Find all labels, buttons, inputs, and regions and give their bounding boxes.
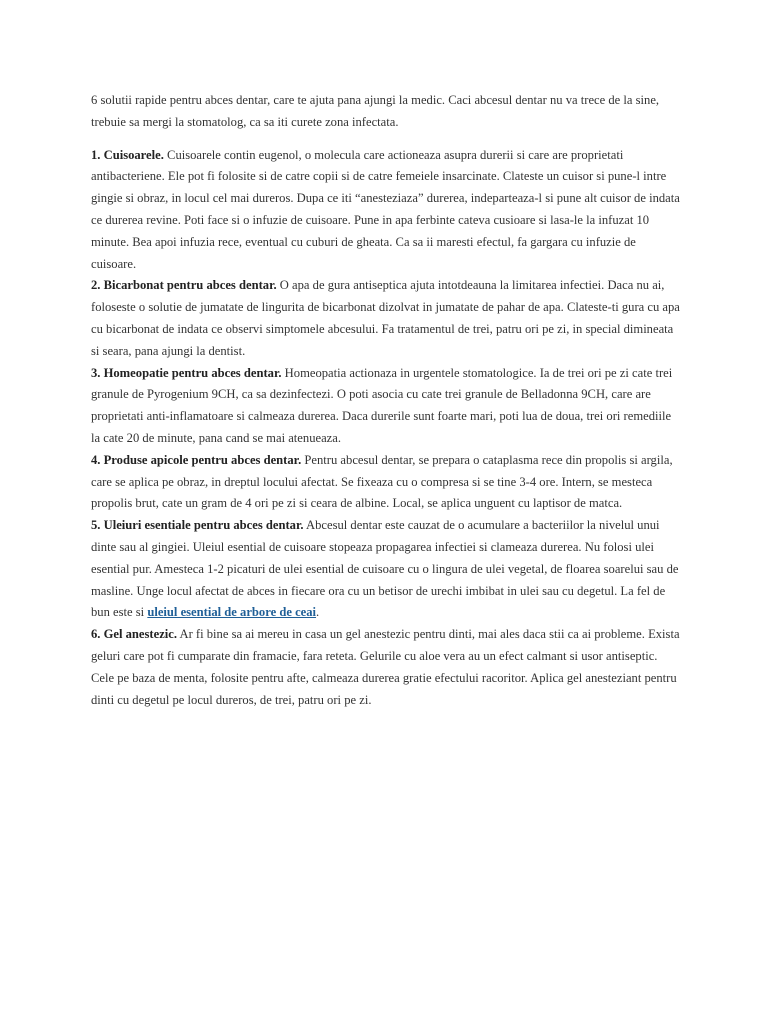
remedy-item-4 [91,450,681,515]
remedy-item-6 [91,624,681,711]
remedy-title: 6. Gel anestezic. [91,627,178,642]
remedy-text-end: . [316,605,320,620]
remedy-title: 2. Bicarbonat pentru abces dentar. [91,278,277,293]
remedy-text: Abcesul dentar este cauzat de o acumulare a bacteriilor la nivelul unui dinte sau al gingiei. Uleiul esential de cuisoare stopeaza propagarea infectiei si clameaza durerea. Nu folosi ulei esential pur. Amesteca 1-2 picaturi de ulei esential de cuisoare cu o lingura de ulei vegetal, de floarea soarelui sau de masline. Unge locul afectat de abces in fiecare ora cu un betisor de urechi imbibat in ulei sau cu degetul. La fel de bun este si [91,518,679,620]
remedy-text: Homeopatia actionaza in urgentele stomatologice. Ia de trei ori pe zi cate trei granule de Pyrogenium 9CH, ca sa dezinfectezi. O poti asocia cu cate trei granule de Belladonna 9CH, care are proprietati anti-inflamatoare si calmeaza durerea. Daca durerile sunt foarte mari, poti lua de doua, trei ori remediile la cate 20 de minute, pana cand se mai atenueaza. [91,365,673,445]
remedy-item-3 [91,363,681,450]
remedy-text: Cuisoarele contin eugenol, o molecula care actioneaza asupra durerii si care are proprietati antibacteriene. Ele pot fi folosite si de catre copii si de catre femeiele insarcinate. Clateste un cuisor si pune-l intre gingie si obraz, in locul cel mai dureros. Dupa ce iti “anesteziaza” durerea, indeparteaza-l si pune alt cuisor de indata ce durerea revine. Poti face si o infuzie de cuisoare. Pune in apa ferbinte cateva cusioare si lasa-le la infuzat 10 minute. Bea apoi infuzia rece, eventual cu cuburi de gheata. Ca sa ii maresti efectul, fa gargara cu infuzie de cuisoare. [91,147,680,271]
remedy-title: 4. Produse apicole pentru abces dentar. [91,452,302,467]
tea-tree-oil-link[interactable]: uleiul esential de arbore de ceai [147,605,317,620]
document-body [91,90,681,711]
remedy-title: 1. Cuisoarele. [91,147,164,162]
intro-paragraph: 6 solutii rapide pentru abces dentar, care te ajuta pana ajungi la medic. Caci abcesul dentar nu va trece de la sine, trebuie sa mergi la stomatolog, ca sa iti curete zona infectata. [91,93,660,129]
remedy-text: O apa de gura antiseptica ajuta intotdeauna la limitarea infectiei. Daca nu ai, foloseste o solutie de jumatate de lingurita de bicarbonat dizolvat in jumatate de pahar de apa. Clateste-ti gura cu apa cu bicarbonat de indata ce observi simptomele abcesului. Fa tratamentul de trei, patru ori pe zi, in special dimineata si seara, pana ajungi la dentist. [91,278,680,358]
remedy-text: Pentru abcesul dentar, se prepara o cataplasma rece din propolis si argila, care se aplica pe obraz, in dreptul locului afectat. Se fixeaza cu o compresa si se tine 3-4 ore. Intern, se mesteca propolis brut, cate un gram de 4 ori pe zi si ceara de albine. Local, se aplica unguent cu laptisor de matca. [91,452,673,511]
remedy-item-2 [91,275,681,362]
remedy-title: 5. Uleiuri esentiale pentru abces dentar. [91,518,304,533]
remedy-item-5 [91,515,681,624]
remedy-text: Ar fi bine sa ai mereu in casa un gel anestezic pentru dinti, mai ales daca stii ca ai probleme. Exista geluri care pot fi cumparate din framacie, fara reteta. Gelurile cu aloe vera au un efect calmant si usor antiseptic. Cele pe baza de menta, folosite pentru afte, calmeaza durerea gratie efectului racoritor. Aplica gel anesteziant pentru dinti cu degetul pe locul dureros, de trei, patru ori pe zi. [91,627,680,707]
remedy-item-1 [91,145,681,276]
remedy-title: 3. Homeopatie pentru abces dentar. [91,365,282,380]
